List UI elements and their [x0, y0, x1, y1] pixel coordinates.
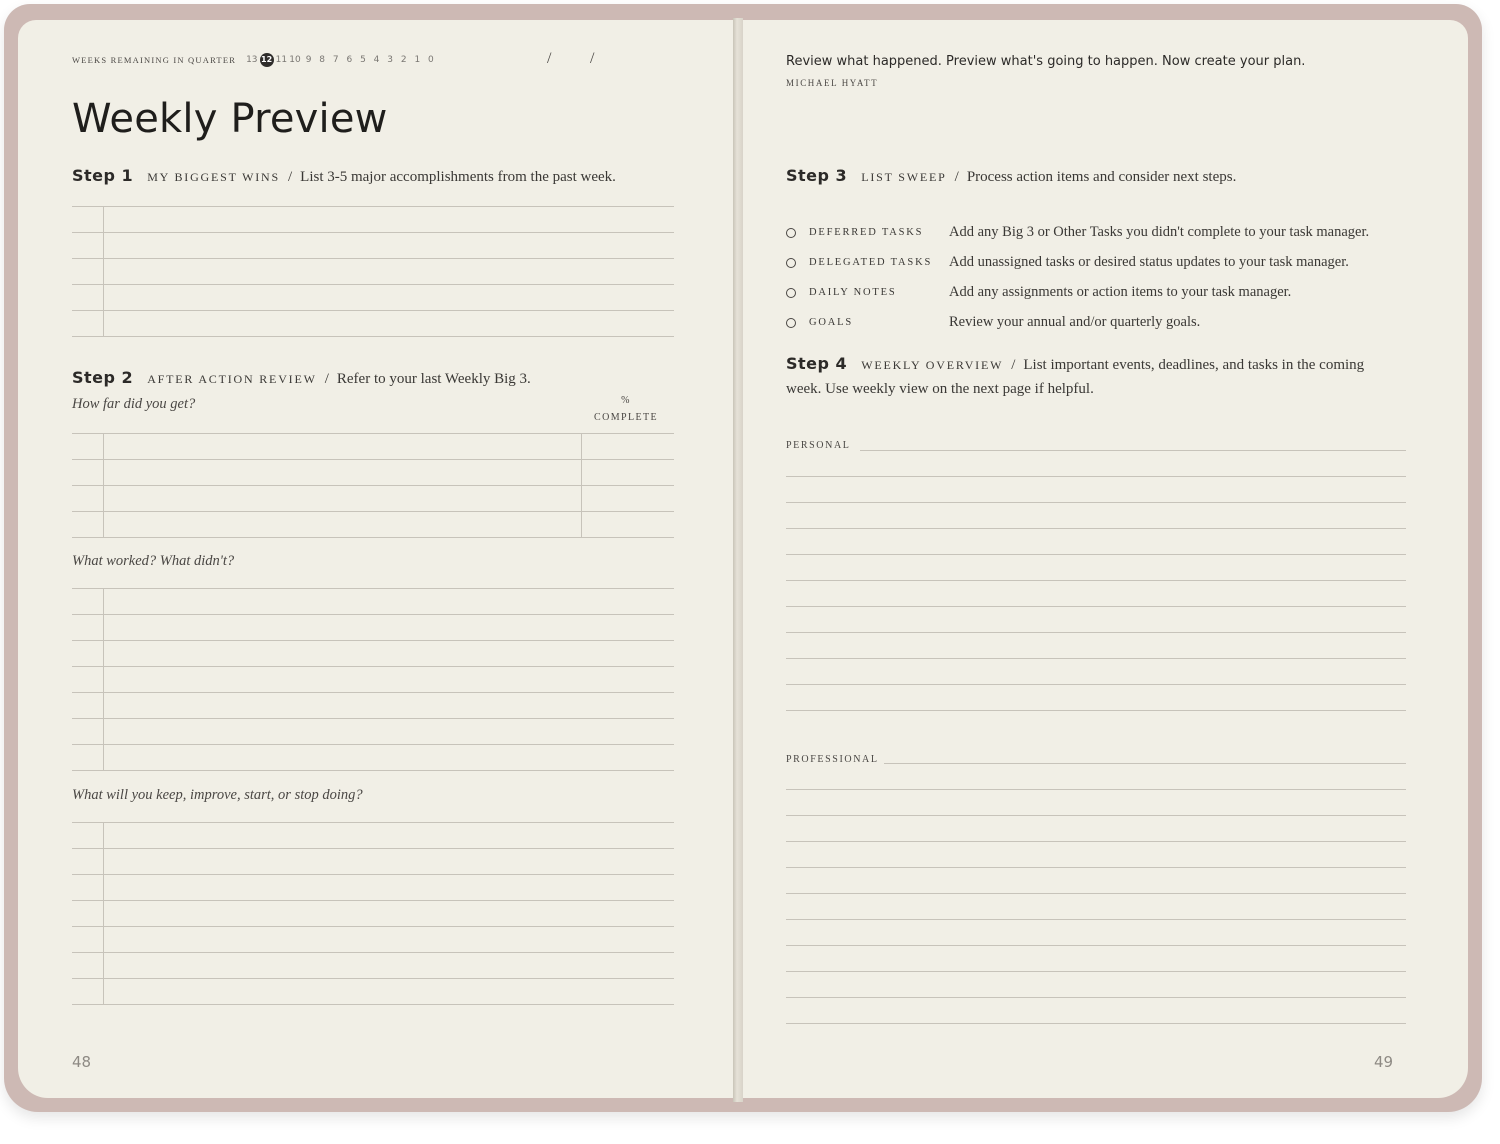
question-what-worked: What worked? What didn't? — [72, 553, 235, 569]
writing-line[interactable] — [786, 919, 1406, 920]
week-number: 9 — [305, 55, 312, 65]
writing-line[interactable] — [72, 822, 674, 823]
step2-heading — [72, 368, 531, 388]
task-row-goals[interactable] — [786, 314, 1200, 331]
writing-line[interactable] — [786, 658, 1406, 659]
percent-symbol: % — [621, 395, 631, 406]
margin-line — [581, 433, 582, 537]
writing-line[interactable] — [786, 1023, 1406, 1024]
week-number: 5 — [360, 55, 366, 65]
page-number-left: 48 — [72, 1053, 92, 1071]
week-number: 7 — [332, 55, 339, 65]
step4-instruction: List important events, deadlines, and tasks in the coming week. Use weekly view on the next page if helpful. — [786, 357, 1365, 397]
percent-label: COMPLETE — [594, 412, 658, 423]
writing-line[interactable] — [72, 614, 674, 615]
writing-line[interactable] — [786, 815, 1406, 816]
writing-line[interactable] — [860, 450, 1406, 451]
book-gutter — [733, 18, 743, 1102]
week-number: 3 — [387, 55, 393, 65]
checkbox-circle-icon[interactable] — [786, 288, 796, 298]
question-how-far: How far did you get? — [72, 396, 196, 412]
margin-line — [103, 433, 104, 537]
writing-line[interactable] — [786, 867, 1406, 868]
writing-line[interactable] — [72, 232, 674, 233]
margin-line — [103, 206, 104, 336]
writing-line[interactable] — [72, 900, 674, 901]
task-name: DELEGATED TASKS — [809, 257, 933, 268]
question-keep-improve: What will you keep, improve, start, or stop doing? — [72, 787, 363, 803]
week-number-current: 12 — [260, 53, 274, 67]
writing-line[interactable] — [72, 310, 674, 311]
writing-line[interactable] — [786, 710, 1406, 711]
task-row-daily-notes[interactable] — [786, 284, 1291, 301]
weeks-remaining-label: WEEKS REMAINING IN QUARTER — [72, 55, 237, 65]
percent-complete-header — [594, 392, 658, 426]
step2-separator: / — [324, 371, 329, 387]
step1-separator: / — [287, 169, 293, 185]
date-slash-2: / — [590, 50, 595, 67]
checkbox-circle-icon[interactable] — [786, 318, 796, 328]
writing-line[interactable] — [72, 459, 674, 460]
writing-line[interactable] — [786, 893, 1406, 894]
writing-line[interactable] — [786, 997, 1406, 998]
quote-text: Review what happened. Preview what's going to happen. Now create your plan. — [786, 54, 1306, 69]
task-name: GOALS — [809, 317, 854, 328]
week-number: 13 — [246, 55, 258, 65]
writing-line[interactable] — [72, 537, 674, 538]
writing-line[interactable] — [786, 841, 1406, 842]
writing-line[interactable] — [72, 952, 674, 953]
task-description: Add unassigned tasks or desired status updates to your task manager. — [949, 254, 1349, 270]
writing-line[interactable] — [786, 632, 1406, 633]
writing-line[interactable] — [786, 580, 1406, 581]
writing-line[interactable] — [786, 789, 1406, 790]
task-row-delegated[interactable] — [786, 254, 1349, 271]
step1-name: MY BIGGEST WINS — [147, 170, 280, 184]
checkbox-circle-icon[interactable] — [786, 258, 796, 268]
task-name: DEFERRED TASKS — [809, 227, 924, 238]
step2-name: AFTER ACTION REVIEW — [147, 372, 317, 386]
writing-line[interactable] — [786, 502, 1406, 503]
writing-line[interactable] — [786, 971, 1406, 972]
writing-line[interactable] — [786, 684, 1406, 685]
week-number: 11 — [275, 55, 288, 65]
writing-line[interactable] — [72, 640, 674, 641]
week-number: 2 — [400, 55, 407, 65]
writing-line[interactable] — [72, 926, 674, 927]
task-description: Review your annual and/or quarterly goals. — [949, 314, 1201, 330]
writing-line[interactable] — [786, 945, 1406, 946]
date-slash-1: / — [547, 50, 552, 67]
step3-heading — [786, 166, 1236, 186]
task-name: DAILY NOTES — [809, 287, 897, 298]
step1-instruction: List 3-5 major accomplishments from the past week. — [300, 169, 616, 185]
writing-line[interactable] — [72, 1004, 674, 1005]
writing-line[interactable] — [72, 744, 674, 745]
task-description: Add any Big 3 or Other Tasks you didn't complete to your task manager. — [949, 224, 1370, 240]
week-number: 0 — [428, 55, 434, 65]
writing-line[interactable] — [786, 528, 1406, 529]
margin-line — [103, 822, 104, 1004]
quote-author: MICHAEL HYATT — [786, 78, 879, 88]
step3-number: Step 3 — [786, 166, 848, 185]
writing-line[interactable] — [72, 770, 674, 771]
writing-line[interactable] — [884, 763, 1406, 764]
week-number: 1 — [414, 55, 421, 65]
writing-line[interactable] — [72, 874, 674, 875]
week-number: 6 — [346, 55, 353, 65]
step3-separator: / — [954, 169, 959, 185]
personal-label: PERSONAL — [786, 440, 851, 451]
week-number: 4 — [373, 55, 380, 65]
writing-line[interactable] — [786, 476, 1406, 477]
writing-line[interactable] — [72, 284, 674, 285]
task-row-deferred[interactable] — [786, 224, 1369, 241]
step2-instruction: Refer to your last Weekly Big 3. — [336, 371, 531, 387]
step4-heading — [786, 352, 1396, 401]
writing-line[interactable] — [786, 606, 1406, 607]
writing-line[interactable] — [72, 588, 674, 589]
professional-label: PROFESSIONAL — [786, 754, 879, 765]
step1-number: Step 1 — [72, 166, 134, 185]
step4-number: Step 4 — [786, 354, 848, 373]
checkbox-circle-icon[interactable] — [786, 228, 796, 238]
step3-name: LIST SWEEP — [861, 170, 947, 184]
writing-line[interactable] — [72, 433, 674, 434]
writing-line[interactable] — [72, 336, 674, 337]
step2-number: Step 2 — [72, 368, 134, 387]
step1-heading — [72, 166, 616, 186]
page-title: Weekly Preview — [72, 96, 388, 142]
task-description: Add any assignments or action items to your task manager. — [949, 284, 1292, 300]
week-number: 8 — [319, 55, 326, 65]
writing-line[interactable] — [72, 666, 674, 667]
writing-line[interactable] — [72, 978, 674, 979]
step4-separator: / — [1011, 357, 1016, 373]
margin-line — [103, 588, 104, 770]
step3-instruction: Process action items and consider next steps. — [966, 169, 1237, 185]
writing-line[interactable] — [72, 511, 674, 512]
writing-line[interactable] — [72, 848, 674, 849]
writing-line[interactable] — [72, 692, 674, 693]
step4-name: WEEKLY OVERVIEW — [861, 358, 1004, 372]
writing-line[interactable] — [72, 485, 674, 486]
week-number: 10 — [289, 55, 301, 65]
writing-line[interactable] — [786, 554, 1406, 555]
page-number-right: 49 — [1374, 1053, 1394, 1071]
writing-line[interactable] — [72, 258, 674, 259]
writing-line[interactable] — [72, 206, 674, 207]
weeks-counter — [245, 53, 438, 67]
writing-line[interactable] — [72, 718, 674, 719]
